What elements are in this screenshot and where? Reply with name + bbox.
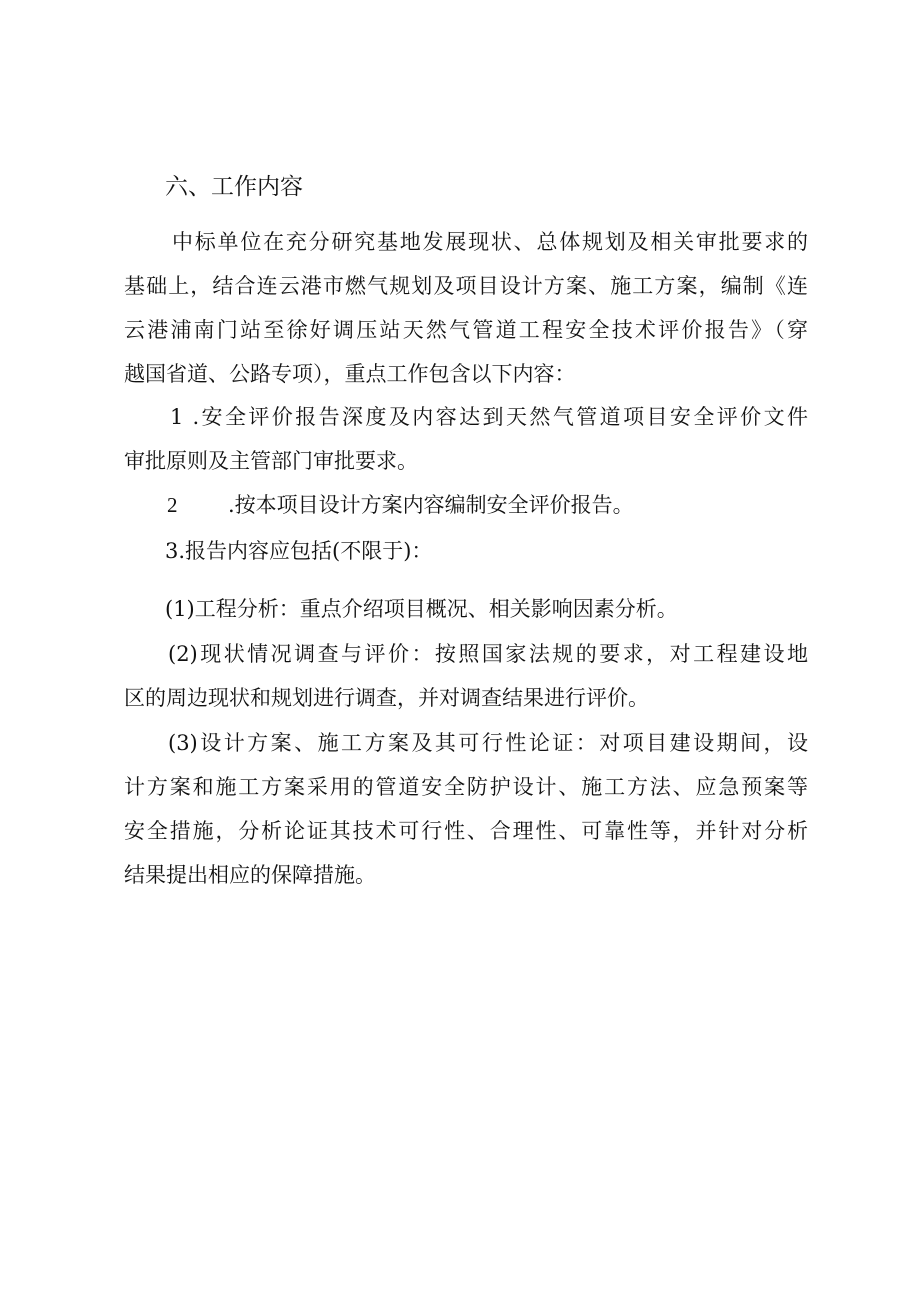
sub-3-line-1: (3)设计方案、施工方案及其可行性论证：对项目建设期间，设 bbox=[168, 731, 808, 755]
sub-3-line-2: 计方案和施工方案采用的管道安全防护设计、施工方法、应急预案等 bbox=[124, 775, 808, 799]
sub-1-line-1: (1)工程分析：重点介绍项目概况、相关影响因素分析。 bbox=[165, 597, 678, 621]
section-heading: 六、工作内容 bbox=[165, 174, 303, 200]
item-1-line-2: 审批原则及主管部门审批要求。 bbox=[124, 449, 418, 473]
item-2-number: 2 bbox=[167, 493, 178, 517]
sub-2-line-2: 区的周边现状和规划进行调查，并对调查结果进行评价。 bbox=[124, 686, 649, 710]
intro-line-3: 云港浦南门站至徐好调压站天然气管道工程安全技术评价报告》（穿 bbox=[124, 318, 808, 342]
intro-line-1: 中标单位在充分研究基地发展现状、总体规划及相关审批要求的 bbox=[172, 230, 808, 254]
sub-2-line-1: (2)现状情况调查与评价：按照国家法规的要求，对工程建设地 bbox=[168, 642, 808, 666]
intro-line-4: 越国省道、公路专项），重点工作包含以下内容： bbox=[124, 362, 576, 386]
sub-3-line-4: 结果提出相应的保障措施。 bbox=[124, 863, 376, 887]
item-3-text: 3.报告内容应包括(不限于)： bbox=[165, 539, 433, 563]
item-2-text: .按本项目设计方案内容编制安全评价报告。 bbox=[228, 493, 634, 517]
intro-line-2: 基础上，结合连云港市燃气规划及项目设计方案、施工方案，编制《连 bbox=[124, 274, 808, 298]
sub-3-line-3: 安全措施，分析论证其技术可行性、合理性、可靠性等，并针对分析 bbox=[124, 819, 808, 843]
item-1-line-1: 1 .安全评价报告深度及内容达到天然气管道项目安全评价文件 bbox=[170, 405, 808, 429]
